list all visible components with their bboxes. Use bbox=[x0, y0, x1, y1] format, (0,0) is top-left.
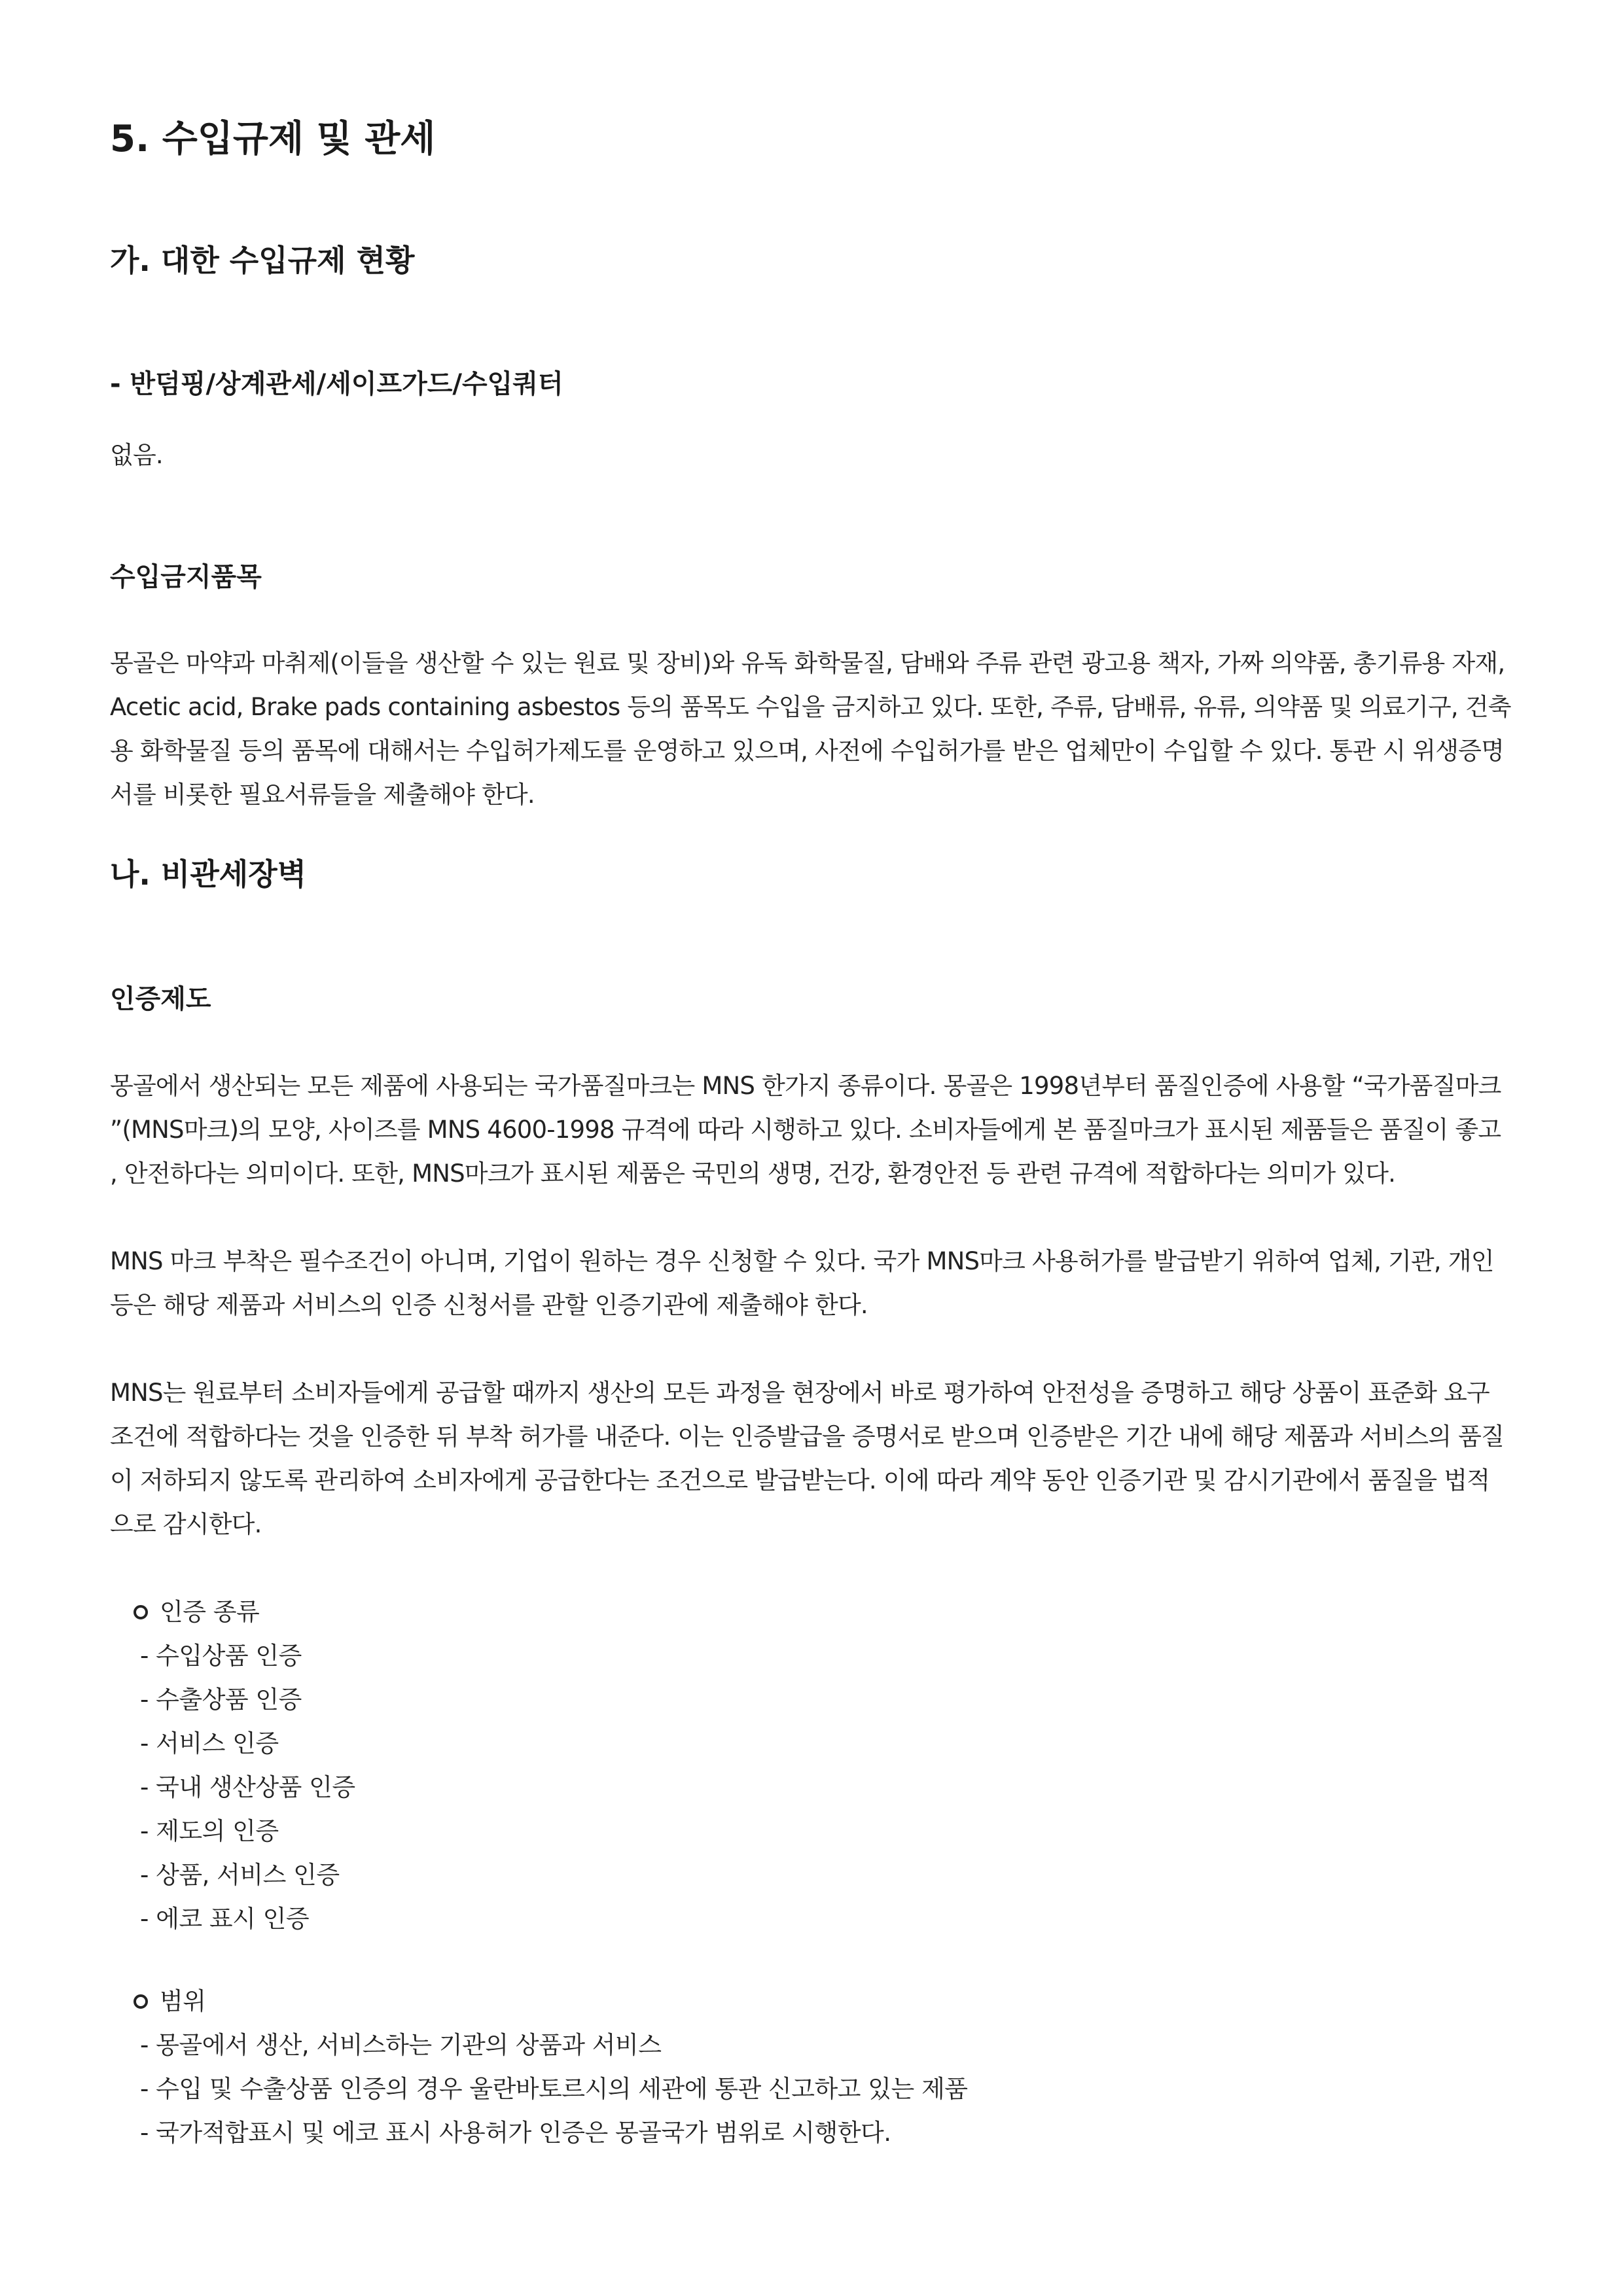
trade-remedy-heading: - 반덤핑/상계관세/세이프가드/수입쿼터 bbox=[110, 369, 563, 399]
list-item: - 상품, 서비스 인증 bbox=[140, 1861, 340, 1889]
certification-paragraph-2 bbox=[110, 1239, 1530, 1327]
certification-paragraph-1 bbox=[110, 1064, 1530, 1195]
paragraph-line: 으로 감시한다. bbox=[110, 1510, 262, 1538]
list-item: - 수입상품 인증 bbox=[140, 1642, 302, 1670]
paragraph-line: 몽골은 마약과 마취제(이들을 생산할 수 있는 원료 및 장비)와 유독 화학물질, 담배와 주류 관련 광고용 책자, 가짜 의약품, 총기류용 자재, bbox=[110, 649, 1505, 677]
subsection-b-title: 나. 비관세장벽 bbox=[110, 857, 307, 892]
list-item: - 수출상품 인증 bbox=[140, 1686, 302, 1714]
certification-types-heading bbox=[130, 1590, 355, 1634]
circle-bullet-icon bbox=[134, 1994, 148, 2009]
list-item: - 서비스 인증 bbox=[140, 1729, 279, 1757]
certification-types-list bbox=[130, 1590, 355, 1941]
prohibited-items-paragraph bbox=[110, 641, 1530, 817]
list-item: - 국내 생산상품 인증 bbox=[140, 1773, 355, 1801]
list-item: - 제도의 인증 bbox=[140, 1817, 279, 1845]
paragraph-line: Acetic acid, Brake pads containing asbestos 등의 품목도 수입을 금지하고 있다. 또한, 주류, 담배류, 유류, 의약품 및 의료기구, 건축 bbox=[110, 693, 1511, 721]
paragraph-line: MNS 마크 부착은 필수조건이 아니며, 기업이 원하는 경우 신청할 수 있다. 국가 MNS마크 사용허가를 발급받기 위하여 업체, 기관, 개인 bbox=[110, 1247, 1494, 1275]
scope-heading bbox=[130, 1979, 967, 2023]
paragraph-line: 조건에 적합하다는 것을 인증한 뒤 부착 허가를 내준다. 이는 인증발급을 증명서로 받으며 인증받은 기간 내에 해당 제품과 서비스의 품질 bbox=[110, 1422, 1505, 1451]
list-item: - 몽골에서 생산, 서비스하는 기관의 상품과 서비스 bbox=[140, 2031, 662, 2059]
list-heading-label: 범위 bbox=[160, 1987, 206, 2015]
list-item: - 수입 및 수출상품 인증의 경우 울란바토르시의 세관에 통관 신고하고 있는 제품 bbox=[140, 2075, 968, 2103]
section-title: 5. 수입규제 및 관세 bbox=[110, 118, 436, 160]
subsection-a-title: 가. 대한 수입규제 현황 bbox=[110, 243, 415, 278]
paragraph-line: 등은 해당 제품과 서비스의 인증 신청서를 관할 인증기관에 제출해야 한다. bbox=[110, 1291, 868, 1319]
list-item: - 국가적합표시 및 에코 표시 사용허가 인증은 몽골국가 범위로 시행한다. bbox=[140, 2119, 891, 2147]
scope-list bbox=[130, 1979, 967, 2155]
trade-remedy-text bbox=[110, 433, 1530, 477]
paragraph-line: ”(MNS마크)의 모양, 사이즈를 MNS 4600-1998 규격에 따라 시행하고 있다. 소비자들에게 본 품질마크가 표시된 제품들은 품질이 좋고 bbox=[110, 1116, 1501, 1144]
trade-remedy-text-line: 없음. bbox=[110, 441, 163, 469]
list-heading-label: 인증 종류 bbox=[160, 1598, 260, 1626]
paragraph-line: 이 저하되지 않도록 관리하여 소비자에게 공급한다는 조건으로 발급받는다. 이에 따라 계약 동안 인증기관 및 감시기관에서 품질을 법적 bbox=[110, 1466, 1490, 1494]
certification-heading: 인증제도 bbox=[110, 984, 211, 1014]
certification-paragraph-3 bbox=[110, 1371, 1530, 1546]
paragraph-line: 용 화학물질 등의 품목에 대해서는 수입허가제도를 운영하고 있으며, 사전에 수입허가를 받은 업체만이 수입할 수 있다. 통관 시 위생증명 bbox=[110, 737, 1505, 765]
paragraph-line: 서를 비롯한 필요서류들을 제출해야 한다. bbox=[110, 781, 535, 809]
paragraph-line: MNS는 원료부터 소비자들에게 공급할 때까지 생산의 모든 과정을 현장에서 바로 평가하여 안전성을 증명하고 해당 상품이 표준화 요구 bbox=[110, 1379, 1489, 1407]
prohibited-items-heading: 수입금지품목 bbox=[110, 562, 262, 592]
paragraph-line: 몽골에서 생산되는 모든 제품에 사용되는 국가품질마크는 MNS 한가지 종류이다. 몽골은 1998년부터 품질인증에 사용할 “국가품질마크 bbox=[110, 1072, 1501, 1100]
paragraph-line: , 안전하다는 의미이다. 또한, MNS마크가 표시된 제품은 국민의 생명, 건강, 환경안전 등 관련 규격에 적합하다는 의미가 있다. bbox=[110, 1159, 1396, 1188]
list-item: - 에코 표시 인증 bbox=[140, 1905, 310, 1933]
circle-bullet-icon bbox=[134, 1605, 148, 1619]
